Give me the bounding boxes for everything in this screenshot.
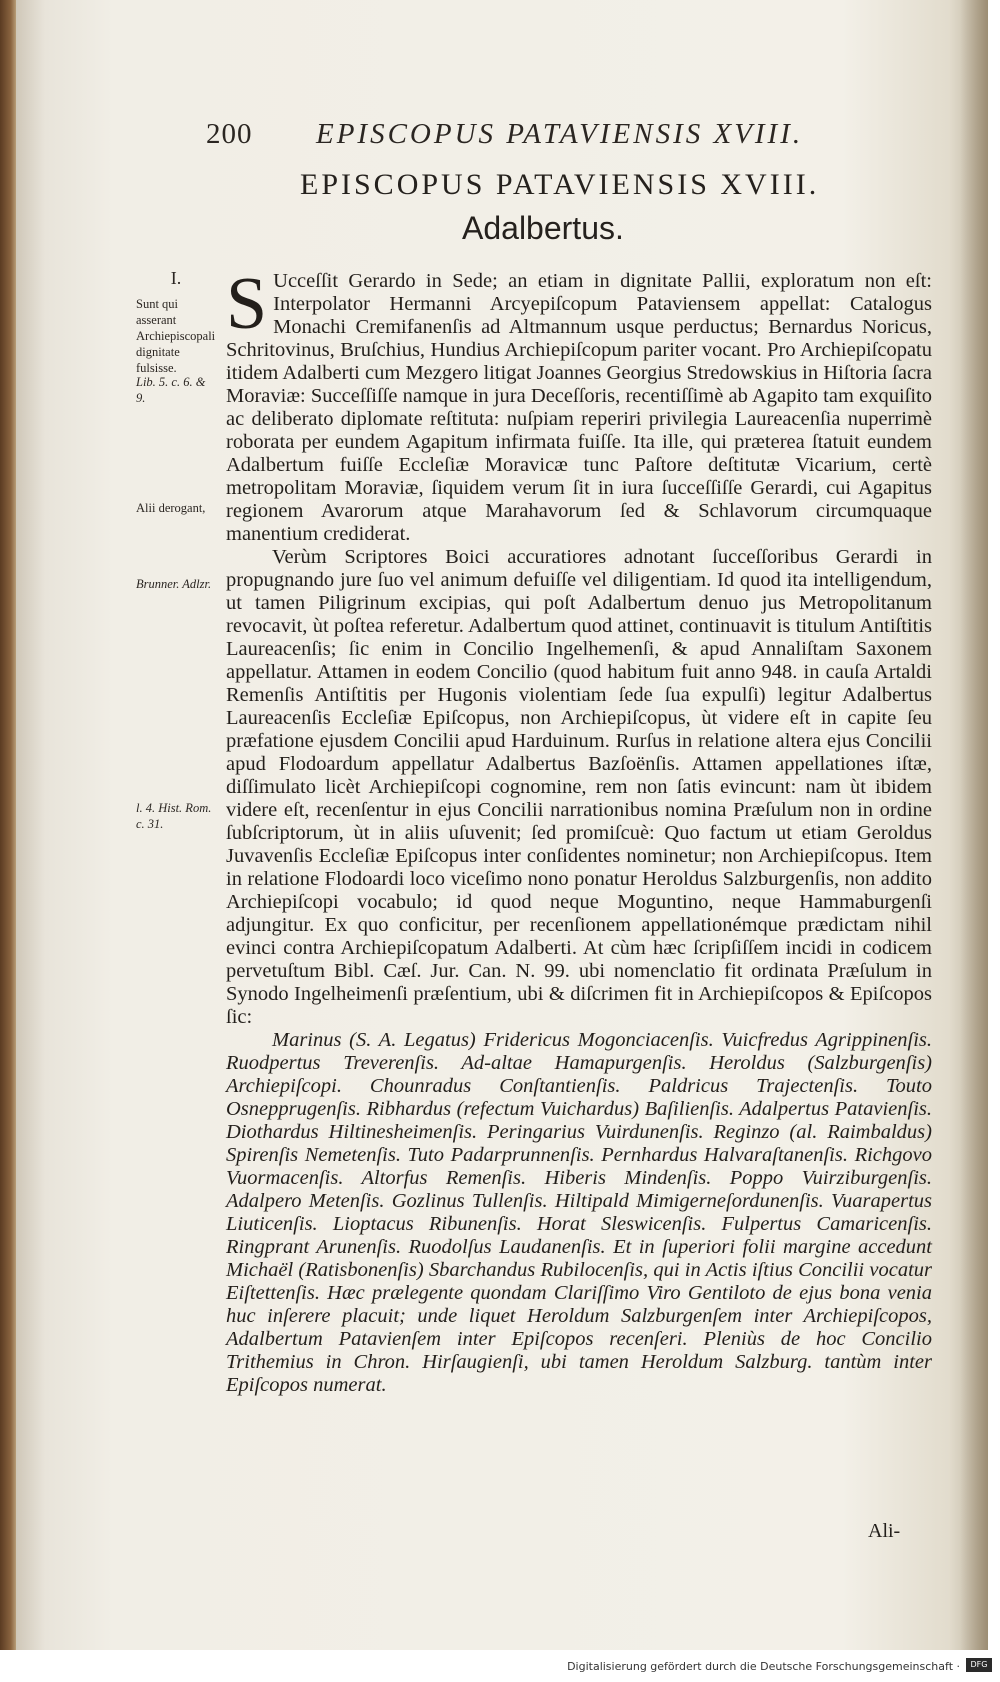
margin-note: Alii derogant, — [136, 501, 206, 515]
dfg-logo: DFG — [966, 1658, 992, 1672]
section-number: I. — [170, 268, 182, 288]
chapter-title: EPISCOPUS PATAVIENSIS XVIII. — [300, 168, 820, 201]
page-number: 200 — [206, 118, 253, 150]
margin-note: Sunt qui asserant Archiepiscopali dignitate fulsisse. — [136, 297, 216, 375]
paragraph-text: Ucceſſit Gerardo in Sede; an etiam in dignitate Pallii, exploratum non eſt: Interpolator Hermanni Arcyepiſcopum Pataviensem appellat: Catalogus Monachi Cremifanenſis ad Altmannum usque perductus; Bernardus Noricus, Schritovinus, Bruſchius, Hundius Archiepiſcopum pariter vocant. Pro Archiepiſcopatu itidem Adalberti cum Mezgero litigat Joannes Georgius Stredowskius in Hiſtoria ſacra Moraviæ: Succeſſiſſe namque in jura Deceſſoris, recentiſſimè ab Agapito tam exquiſito ac deliberato diplomate reſtituta: nuſpiam reperiri privilegia Laureacenſia nuperrimè roborata per eundem Agapitum infirmata fuiſſe. Ita ille, qui præterea ſtatuit eundem Adalbertum fuiſſe Eccleſiæ Moravicæ tunc Paſtore deſtitutæ Vicarium, certè metropolitam Moraviæ, ſiquidem verum ſit in iura ſucceſſiſſe Gerardi, cui Agapitus regionem Avarorum atque Marahavorum ſed & Schlavorum circumquaque manentium crediderat. — [226, 270, 932, 545]
paragraph — [226, 263, 932, 546]
running-head — [206, 118, 846, 158]
page-curl-shadow — [960, 0, 988, 1650]
running-title: EPISCOPUS PATAVIENSIS XVIII. — [316, 118, 804, 150]
footer-credit: Digitalisierung gefördert durch die Deutsche Forschungsgemeinschaft · — [567, 1660, 960, 1673]
bishop-name-heading: Adalbertus. — [462, 210, 624, 246]
catch-word: Ali- — [868, 1520, 901, 1542]
footer-bar — [0, 1650, 1000, 1682]
body-text — [226, 263, 932, 1397]
margin-note: Brunner. Adlzr. — [136, 577, 212, 591]
drop-cap: S — [226, 263, 268, 345]
margin-note: Lib. 5. c. 6. & 9. — [136, 375, 206, 405]
margin-note: l. 4. Hist. Rom. c. 31. — [136, 801, 212, 831]
paragraph: Verùm Scriptores Boici accuratiores adnotant ſucceſſoribus Gerardi in propugnando jure ſuo vel animum defuiſſe vel diligentiam. Id quod ita intelligendum, ut tamen Piligrinum excipias, qui poſt Adalbertum denuo jus Metropolitanum revocavit, ùt poſtea referetur. Adalbertum quod attinet, continuavit is titulum Antiſtitis Laureacenſis; ſic enim in Concilio Ingelhemenſi, & apud Annaliſtam Saxonem appellatur. Attamen in eodem Concilio (quod habitum fuit anno 948. in cauſa Artaldi Remenſis Antiſtitis per Hugonis violentiam ſede ſua expulſi) legitur Adalbertus Laureacenſis Eccleſiæ Epiſcopus, non Archiepiſcopus, ùt videre eſt in capite ſeu præfatione ejusdem Concilii apud Harduinum. Rurſus in relatione altera ejus Concilii apud Flodoardum appellatur Adalbertus Bazſoënſis. Attamen appellationes iſtæ, diſſimulato licèt Archiepiſcopi cognomine, rem non ſatis evincunt: nam ùt ibidem videre eſt, recenſentur in ejus Concilii narrationibus nomina Præſulum non in ordine ſubſcriptorum, ùt in aliis uſuvenit; ſed promiſcuè: Quo factum ut etiam Geroldus Juvavenſis Eccleſiæ Epiſcopus inter conſidentes nominetur; non Archiepiſcopus. Item in relatione Flodoardi loco viceſimo nono ponatur Heroldus Salzburgenſis, non addito Archiepiſcopi vocabulo; id quod neque Moguntino, neque Hammaburgenſi adjungitur. Ex quo conficitur, per recenſionem appellationémque prædictam nihil evinci contra Archiepiſcopatum Adalberti. At cùm hæc ſcripſiſſem incidi in codicem pervetuſtum Bibl. Cæſ. Jur. Can. N. 99. ubi nomenclatio fit ordinata Præſulum in Synodo Ingelheimenſi præſentium, ubi & diſcrimen fit in Archiepiſcopos & Epiſcopos ſic: — [226, 546, 932, 1028]
paragraph: Marinus (S. A. Legatus) Fridericus Mogonciacenſis. Vuicfredus Agrippinenſis. Ruodpertus Treverenſis. Ad-altae Hamapurgenſis. Heroldus (Salzburgenſis) Archiepiſcopi. Chounradus Conſtantienſis. Paldricus Trajectenſis. Touto Osnepprugenſis. Ribhardus (refectum Vuichardus) Baſilienſis. Adalpertus Patavienſis. Diothardus Hiltinesheimenſis. Peringarius Vuirdunenſis. Reginzo (al. Raimbaldus) Spirenſis Nemetenſis. Tuto Padarprunnenſis. Pernhardus Halvaraſtanenſis. Richgovo Vuormacenſis. Altorfus Remenſis. Hiberis Mindenſis. Poppo Vuirziburgenſis. Adalpero Metenſis. Gozlinus Tullenſis. Hiltipald Mimigerneſordunenſis. Vuarapertus Liuticenſis. Lioptacus Ribunenſis. Horat Sleswicenſis. Fulpertus Camaricenſis. Ringprant Arunenſis. Ruodolſus Laudanenſis. Et in ſuperiori folii margine accedunt Michaël (Ratisbonenſis) Sbarchandus Rubilocenſis, qui in Actis iſtius Concilii vocatur Eiſtettenſis. Hæc prælegente quondam Clariſſimo Viro Gentiloto de ejus bona venia huc inſerere placuit; unde liquet Heroldum Salzburgenſem inter Archiepiſcopos, Adalbertum Patavienſem inter Epiſcopos recenſeri. Pleniùs de hoc Concilio Trithemius in Chron. Hirſaugienſi, ubi tamen Heroldum Salzburg. tantùm inter Epiſcopos numerat. — [226, 1029, 932, 1396]
